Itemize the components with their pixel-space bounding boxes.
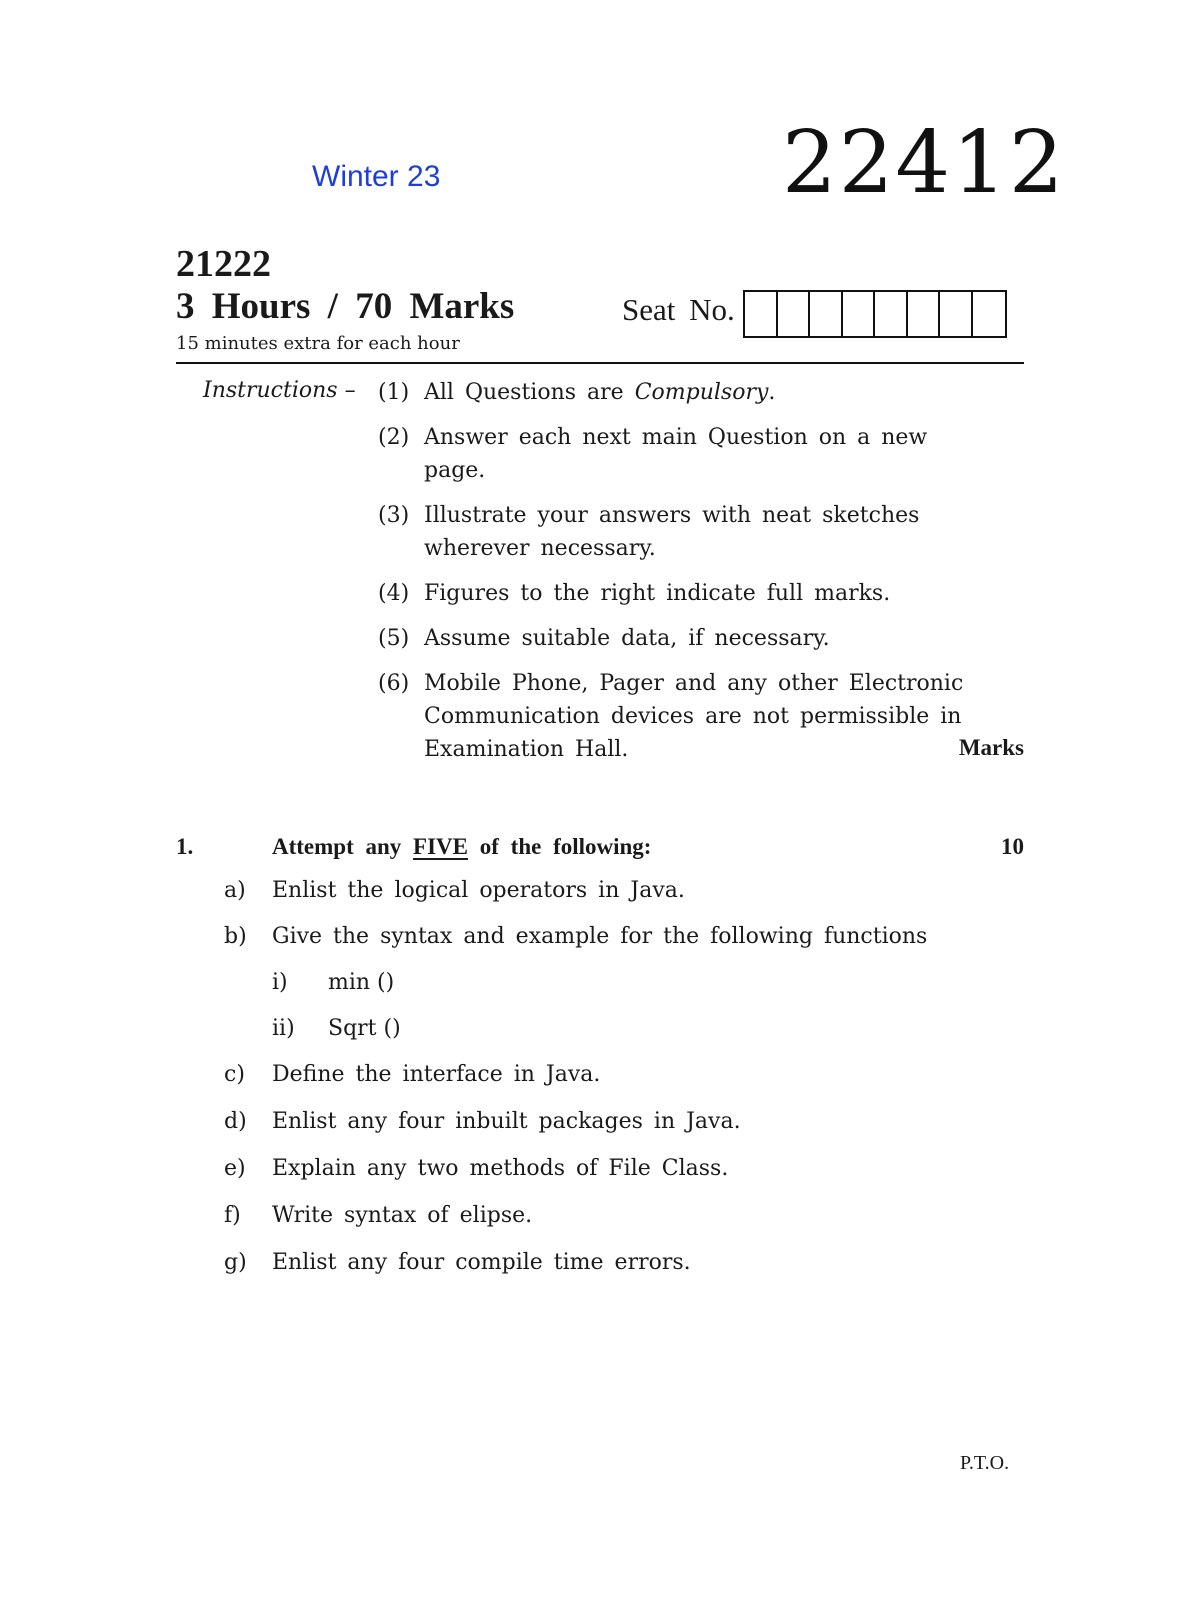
part-text: Enlist any four inbuilt packages in Java. bbox=[272, 1109, 741, 1134]
question-part bbox=[224, 924, 927, 949]
question-subpart bbox=[272, 970, 394, 995]
instruction-text: Illustrate your answers with neat sketches wherever necessary. bbox=[424, 503, 920, 561]
instruction-item bbox=[378, 622, 998, 655]
instruction-number: (5) bbox=[378, 626, 410, 651]
seat-box bbox=[745, 292, 778, 336]
part-letter: f) bbox=[224, 1203, 241, 1228]
instructions-list bbox=[378, 376, 998, 778]
instruction-item bbox=[378, 667, 998, 766]
extra-time-note: 15 minutes extra for each hour bbox=[176, 333, 460, 354]
seat-box bbox=[875, 292, 908, 336]
question-subpart bbox=[272, 1016, 401, 1041]
part-text: Write syntax of elipse. bbox=[272, 1203, 533, 1228]
part-letter: e) bbox=[224, 1156, 246, 1181]
instruction-item bbox=[378, 376, 998, 409]
marks-column-heading: Marks bbox=[958, 735, 1024, 760]
page-turn-note: P.T.O. bbox=[960, 1452, 1010, 1474]
seat-box bbox=[940, 292, 973, 336]
question-marks: 10 bbox=[1001, 834, 1024, 859]
instruction-number: (3) bbox=[378, 503, 410, 528]
question-part bbox=[224, 1156, 728, 1181]
subpart-letter: i) bbox=[272, 970, 288, 995]
part-letter: d) bbox=[224, 1109, 247, 1134]
instruction-text: Assume suitable data, if necessary. bbox=[424, 626, 830, 651]
seat-box bbox=[810, 292, 843, 336]
seat-box bbox=[973, 292, 1006, 336]
part-letter: g) bbox=[224, 1250, 247, 1275]
seat-box bbox=[778, 292, 811, 336]
instruction-text: All Questions are Compulsory. bbox=[424, 380, 776, 405]
question-part bbox=[224, 1062, 600, 1087]
subpart-letter: ii) bbox=[272, 1016, 295, 1041]
part-text: Define the interface in Java. bbox=[272, 1062, 601, 1087]
subpart-text: Sqrt () bbox=[328, 1016, 401, 1041]
instructions-label: Instructions – bbox=[203, 378, 356, 403]
part-letter: c) bbox=[224, 1062, 245, 1087]
part-text: Explain any two methods of File Class. bbox=[272, 1156, 729, 1181]
header-divider bbox=[176, 362, 1024, 364]
instruction-text: Figures to the right indicate full marks. bbox=[424, 581, 891, 606]
part-text: Give the syntax and example for the following functions bbox=[272, 924, 928, 949]
instruction-item bbox=[378, 577, 998, 610]
part-text: Enlist any four compile time errors. bbox=[272, 1250, 691, 1275]
question-part bbox=[224, 1203, 532, 1228]
seat-box bbox=[843, 292, 876, 336]
paper-code: 22412 bbox=[782, 113, 1066, 213]
subpart-text: min () bbox=[328, 970, 395, 995]
seat-box bbox=[908, 292, 941, 336]
question-heading: Attempt any FIVE of the following: bbox=[272, 834, 652, 859]
part-letter: a) bbox=[224, 878, 246, 903]
instruction-text: Answer each next main Question on a new page. bbox=[424, 425, 928, 483]
instruction-number: (1) bbox=[378, 380, 410, 405]
duration-marks: 3 Hours / 70 Marks bbox=[176, 286, 515, 327]
session-label: Winter 23 bbox=[312, 160, 441, 193]
seat-number-label: Seat No. bbox=[622, 292, 735, 327]
exam-code: 21222 bbox=[176, 243, 271, 285]
question-part bbox=[224, 1250, 691, 1275]
instruction-item bbox=[378, 421, 998, 487]
question-part bbox=[224, 878, 685, 903]
instruction-text: Mobile Phone, Pager and any other Electronic Communication devices are not permissible in Examination Hall. bbox=[424, 671, 964, 762]
part-text: Enlist the logical operators in Java. bbox=[272, 878, 685, 903]
part-letter: b) bbox=[224, 924, 247, 949]
question-number: 1. bbox=[176, 834, 194, 859]
instruction-number: (6) bbox=[378, 671, 410, 696]
instruction-item bbox=[378, 499, 998, 565]
instruction-number: (2) bbox=[378, 425, 410, 450]
question-emphasis: FIVE bbox=[413, 834, 468, 859]
question-part bbox=[224, 1109, 741, 1134]
instruction-emphasis: Compulsory bbox=[634, 380, 769, 405]
instruction-number: (4) bbox=[378, 581, 410, 606]
seat-number-boxes bbox=[743, 290, 1007, 338]
